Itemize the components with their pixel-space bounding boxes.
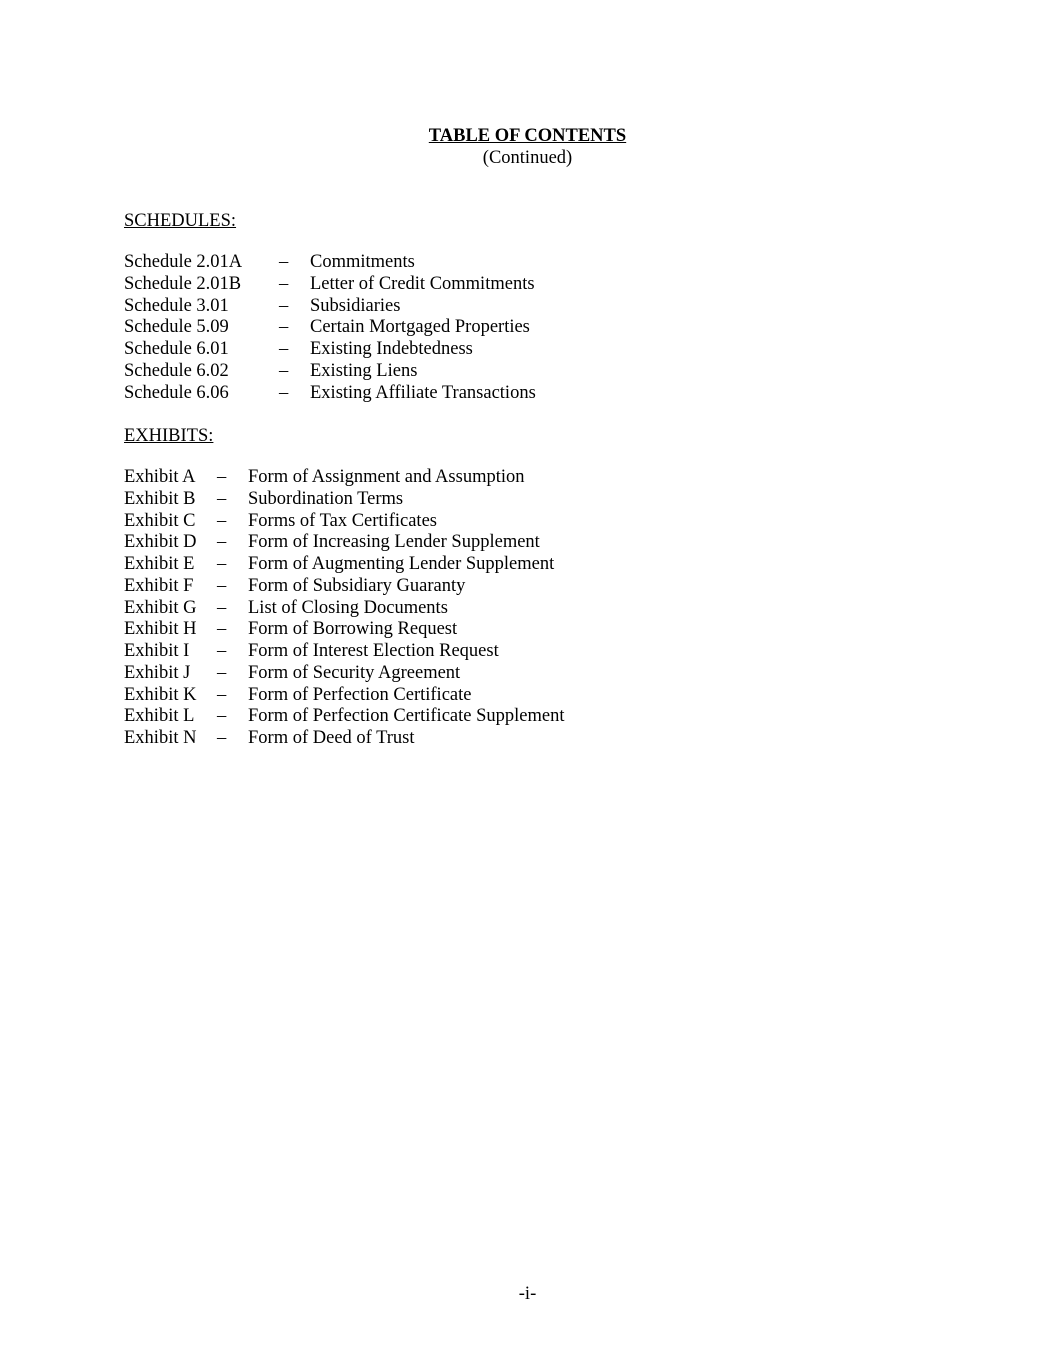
exhibit-desc: Form of Increasing Lender Supplement — [248, 532, 540, 553]
schedule-dash: – — [279, 360, 289, 381]
page-number: -i- — [518, 1284, 537, 1304]
exhibit-desc: Form of Perfection Certificate Supplement — [248, 706, 565, 727]
exhibit-desc: Form of Deed of Trust — [248, 728, 415, 748]
exhibit-dash: – — [217, 510, 227, 531]
schedule-ref: Schedule 5.09 — [124, 317, 229, 338]
schedule-ref: Schedule 6.01 — [124, 339, 229, 359]
exhibits-heading: EXHIBITS: — [124, 426, 214, 446]
exhibit-ref: Exhibit G — [124, 597, 197, 618]
exhibit-dash: – — [217, 728, 227, 748]
exhibit-desc: List of Closing Documents — [248, 597, 448, 618]
exhibit-ref: Exhibit C — [124, 510, 196, 531]
exhibit-desc: Forms of Tax Certificates — [248, 510, 437, 531]
exhibit-ref: Exhibit E — [124, 554, 195, 574]
schedule-dash: – — [279, 252, 289, 272]
schedule-dash: – — [279, 295, 289, 316]
exhibit-ref: Exhibit J — [124, 662, 191, 683]
schedule-ref: Schedule 3.01 — [124, 295, 229, 316]
exhibit-desc: Form of Interest Election Request — [248, 641, 499, 661]
exhibit-dash: – — [217, 619, 227, 640]
schedule-desc: Subsidiaries — [310, 295, 401, 316]
exhibit-desc: Form of Security Agreement — [248, 662, 461, 683]
exhibit-dash: – — [217, 575, 227, 596]
exhibit-desc: Form of Borrowing Request — [248, 619, 458, 640]
exhibit-ref: Exhibit F — [124, 575, 194, 596]
exhibit-ref: Exhibit L — [124, 706, 195, 727]
exhibit-dash: – — [217, 684, 227, 705]
exhibit-dash: – — [217, 706, 227, 727]
page-subtitle: (Continued) — [482, 148, 573, 168]
exhibit-ref: Exhibit D — [124, 532, 197, 553]
exhibit-ref: Exhibit K — [124, 684, 197, 705]
exhibit-dash: – — [217, 662, 227, 683]
exhibit-dash: – — [217, 488, 227, 509]
schedule-desc: Existing Indebtedness — [310, 339, 473, 359]
page-title-text: TABLE OF CONTENTS — [428, 126, 627, 146]
exhibit-dash: – — [217, 641, 227, 661]
schedule-ref: Schedule 2.01B — [124, 273, 242, 294]
schedule-ref: Schedule 6.06 — [124, 382, 229, 403]
schedule-desc: Existing Affiliate Transactions — [310, 382, 536, 403]
exhibit-ref: Exhibit N — [124, 728, 197, 748]
schedule-dash: – — [279, 273, 289, 294]
schedule-dash: – — [279, 317, 289, 338]
exhibit-desc: Form of Subsidiary Guaranty — [248, 575, 466, 596]
schedule-desc: Existing Liens — [310, 360, 418, 381]
exhibit-dash: – — [217, 597, 227, 618]
exhibit-ref: Exhibit A — [124, 467, 196, 487]
schedule-desc: Letter of Credit Commitments — [310, 273, 535, 294]
page-title — [0, 125, 1055, 147]
exhibit-desc: Subordination Terms — [248, 488, 404, 509]
schedule-ref: Schedule 2.01A — [124, 252, 243, 272]
exhibit-dash: – — [217, 467, 227, 487]
schedule-desc: Commitments — [310, 252, 415, 272]
exhibit-dash: – — [217, 554, 227, 574]
schedule-desc: Certain Mortgaged Properties — [310, 317, 530, 338]
exhibit-dash: – — [217, 532, 227, 553]
exhibit-ref: Exhibit H — [124, 619, 197, 640]
schedules-heading: SCHEDULES: — [124, 211, 237, 231]
exhibit-desc: Form of Assignment and Assumption — [248, 467, 525, 487]
schedule-dash: – — [279, 339, 289, 359]
schedule-ref: Schedule 6.02 — [124, 360, 229, 381]
exhibit-desc: Form of Perfection Certificate — [248, 684, 472, 705]
exhibit-ref: Exhibit B — [124, 488, 196, 509]
schedule-dash: – — [279, 382, 289, 403]
exhibit-desc: Form of Augmenting Lender Supplement — [248, 554, 555, 574]
exhibit-ref: Exhibit I — [124, 641, 190, 661]
